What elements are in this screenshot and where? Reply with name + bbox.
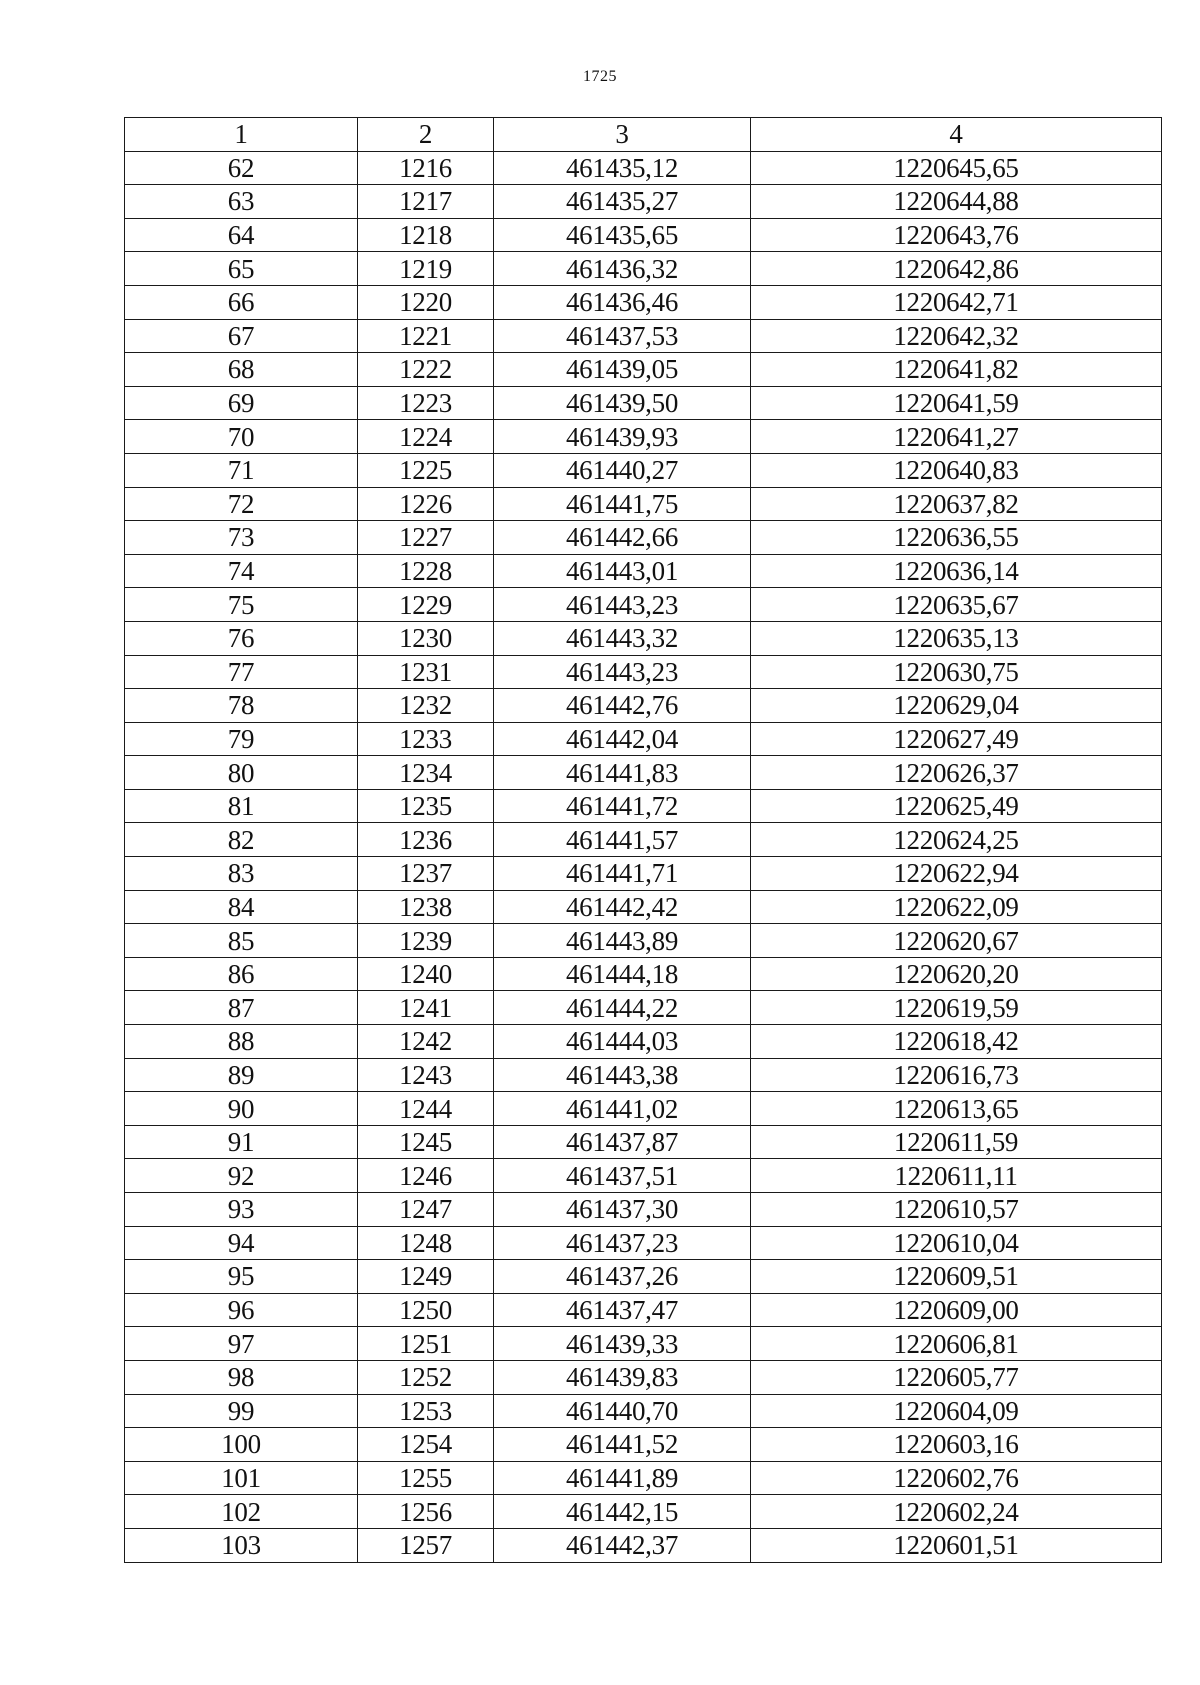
x-coordinate-cell: 461437,23 xyxy=(494,1226,751,1260)
table-row xyxy=(125,689,1162,723)
y-coordinate-cell: 1220605,77 xyxy=(751,1360,1162,1394)
x-coordinate-cell: 461441,83 xyxy=(494,756,751,790)
x-coordinate-cell: 461441,52 xyxy=(494,1428,751,1462)
vertex-id-cell: 1241 xyxy=(358,991,494,1025)
vertex-id-cell: 1222 xyxy=(358,353,494,387)
y-coordinate-cell: 1220644,88 xyxy=(751,185,1162,219)
vertex-id-cell: 1256 xyxy=(358,1495,494,1529)
point-number-cell: 80 xyxy=(125,756,358,790)
x-coordinate-cell: 461441,71 xyxy=(494,857,751,891)
y-coordinate-cell: 1220619,59 xyxy=(751,991,1162,1025)
x-coordinate-cell: 461443,23 xyxy=(494,655,751,689)
table-row xyxy=(125,1125,1162,1159)
x-coordinate-cell: 461443,38 xyxy=(494,1058,751,1092)
page-number: 1725 xyxy=(583,68,617,85)
vertex-id-cell: 1236 xyxy=(358,823,494,857)
point-number-cell: 77 xyxy=(125,655,358,689)
x-coordinate-cell: 461443,01 xyxy=(494,554,751,588)
table-row xyxy=(125,823,1162,857)
table-row xyxy=(125,1193,1162,1227)
y-coordinate-cell: 1220626,37 xyxy=(751,756,1162,790)
table-row xyxy=(125,554,1162,588)
table-row xyxy=(125,252,1162,286)
point-number-cell: 76 xyxy=(125,621,358,655)
table-row xyxy=(125,521,1162,555)
vertex-id-cell: 1244 xyxy=(358,1092,494,1126)
table-row xyxy=(125,218,1162,252)
y-coordinate-cell: 1220602,76 xyxy=(751,1461,1162,1495)
table-row xyxy=(125,655,1162,689)
x-coordinate-cell: 461444,18 xyxy=(494,957,751,991)
table-row xyxy=(125,151,1162,185)
y-coordinate-cell: 1220622,94 xyxy=(751,857,1162,891)
table-row xyxy=(125,1025,1162,1059)
table-row xyxy=(125,1327,1162,1361)
y-coordinate-cell: 1220622,09 xyxy=(751,890,1162,924)
table-row xyxy=(125,1428,1162,1462)
point-number-cell: 78 xyxy=(125,689,358,723)
vertex-id-cell: 1218 xyxy=(358,218,494,252)
y-coordinate-cell: 1220642,71 xyxy=(751,285,1162,319)
point-number-cell: 99 xyxy=(125,1394,358,1428)
vertex-id-cell: 1216 xyxy=(358,151,494,185)
table-row xyxy=(125,1092,1162,1126)
vertex-id-cell: 1230 xyxy=(358,621,494,655)
column-header-3: 3 xyxy=(494,118,751,152)
table-row xyxy=(125,386,1162,420)
point-number-cell: 102 xyxy=(125,1495,358,1529)
x-coordinate-cell: 461443,23 xyxy=(494,588,751,622)
table-row xyxy=(125,1260,1162,1294)
y-coordinate-cell: 1220602,24 xyxy=(751,1495,1162,1529)
x-coordinate-cell: 461436,46 xyxy=(494,285,751,319)
point-number-cell: 73 xyxy=(125,521,358,555)
vertex-id-cell: 1242 xyxy=(358,1025,494,1059)
x-coordinate-cell: 461442,04 xyxy=(494,722,751,756)
vertex-id-cell: 1226 xyxy=(358,487,494,521)
point-number-cell: 72 xyxy=(125,487,358,521)
x-coordinate-cell: 461444,03 xyxy=(494,1025,751,1059)
table-row xyxy=(125,924,1162,958)
y-coordinate-cell: 1220641,27 xyxy=(751,420,1162,454)
vertex-id-cell: 1252 xyxy=(358,1360,494,1394)
table-row xyxy=(125,1394,1162,1428)
point-number-cell: 96 xyxy=(125,1293,358,1327)
x-coordinate-cell: 461435,27 xyxy=(494,185,751,219)
vertex-id-cell: 1234 xyxy=(358,756,494,790)
vertex-id-cell: 1231 xyxy=(358,655,494,689)
y-coordinate-cell: 1220643,76 xyxy=(751,218,1162,252)
column-header-1: 1 xyxy=(125,118,358,152)
y-coordinate-cell: 1220641,59 xyxy=(751,386,1162,420)
table-row xyxy=(125,420,1162,454)
table-row xyxy=(125,453,1162,487)
y-coordinate-cell: 1220613,65 xyxy=(751,1092,1162,1126)
y-coordinate-cell: 1220641,82 xyxy=(751,353,1162,387)
x-coordinate-cell: 461441,57 xyxy=(494,823,751,857)
point-number-cell: 101 xyxy=(125,1461,358,1495)
y-coordinate-cell: 1220640,83 xyxy=(751,453,1162,487)
y-coordinate-cell: 1220630,75 xyxy=(751,655,1162,689)
x-coordinate-cell: 461439,50 xyxy=(494,386,751,420)
vertex-id-cell: 1233 xyxy=(358,722,494,756)
x-coordinate-cell: 461440,70 xyxy=(494,1394,751,1428)
y-coordinate-cell: 1220611,59 xyxy=(751,1125,1162,1159)
vertex-id-cell: 1221 xyxy=(358,319,494,353)
vertex-id-cell: 1240 xyxy=(358,957,494,991)
x-coordinate-cell: 461436,32 xyxy=(494,252,751,286)
point-number-cell: 71 xyxy=(125,453,358,487)
x-coordinate-cell: 461437,26 xyxy=(494,1260,751,1294)
vertex-id-cell: 1237 xyxy=(358,857,494,891)
point-number-cell: 88 xyxy=(125,1025,358,1059)
table-row xyxy=(125,890,1162,924)
vertex-id-cell: 1253 xyxy=(358,1394,494,1428)
table-row xyxy=(125,1058,1162,1092)
table-row xyxy=(125,353,1162,387)
table-row xyxy=(125,285,1162,319)
y-coordinate-cell: 1220636,55 xyxy=(751,521,1162,555)
point-number-cell: 94 xyxy=(125,1226,358,1260)
x-coordinate-cell: 461442,15 xyxy=(494,1495,751,1529)
y-coordinate-cell: 1220601,51 xyxy=(751,1528,1162,1562)
x-coordinate-cell: 461440,27 xyxy=(494,453,751,487)
point-number-cell: 83 xyxy=(125,857,358,891)
table-row xyxy=(125,588,1162,622)
y-coordinate-cell: 1220620,20 xyxy=(751,957,1162,991)
x-coordinate-cell: 461441,75 xyxy=(494,487,751,521)
x-coordinate-cell: 461435,12 xyxy=(494,151,751,185)
y-coordinate-cell: 1220636,14 xyxy=(751,554,1162,588)
point-number-cell: 82 xyxy=(125,823,358,857)
y-coordinate-cell: 1220616,73 xyxy=(751,1058,1162,1092)
x-coordinate-cell: 461444,22 xyxy=(494,991,751,1025)
vertex-id-cell: 1254 xyxy=(358,1428,494,1462)
y-coordinate-cell: 1220625,49 xyxy=(751,789,1162,823)
header-row xyxy=(125,118,1162,152)
x-coordinate-cell: 461441,72 xyxy=(494,789,751,823)
vertex-id-cell: 1255 xyxy=(358,1461,494,1495)
vertex-id-cell: 1217 xyxy=(358,185,494,219)
vertex-id-cell: 1239 xyxy=(358,924,494,958)
x-coordinate-cell: 461439,33 xyxy=(494,1327,751,1361)
y-coordinate-cell: 1220611,11 xyxy=(751,1159,1162,1193)
vertex-id-cell: 1257 xyxy=(358,1528,494,1562)
y-coordinate-cell: 1220637,82 xyxy=(751,487,1162,521)
vertex-id-cell: 1220 xyxy=(358,285,494,319)
point-number-cell: 98 xyxy=(125,1360,358,1394)
vertex-id-cell: 1219 xyxy=(358,252,494,286)
table-row xyxy=(125,1495,1162,1529)
table-row xyxy=(125,789,1162,823)
y-coordinate-cell: 1220606,81 xyxy=(751,1327,1162,1361)
point-number-cell: 91 xyxy=(125,1125,358,1159)
y-coordinate-cell: 1220624,25 xyxy=(751,823,1162,857)
y-coordinate-cell: 1220620,67 xyxy=(751,924,1162,958)
x-coordinate-cell: 461439,93 xyxy=(494,420,751,454)
table-row xyxy=(125,1461,1162,1495)
point-number-cell: 87 xyxy=(125,991,358,1025)
y-coordinate-cell: 1220635,67 xyxy=(751,588,1162,622)
x-coordinate-cell: 461442,66 xyxy=(494,521,751,555)
y-coordinate-cell: 1220635,13 xyxy=(751,621,1162,655)
coordinates-table xyxy=(124,117,1162,1563)
x-coordinate-cell: 461443,32 xyxy=(494,621,751,655)
point-number-cell: 75 xyxy=(125,588,358,622)
x-coordinate-cell: 461435,65 xyxy=(494,218,751,252)
column-header-4: 4 xyxy=(751,118,1162,152)
y-coordinate-cell: 1220610,04 xyxy=(751,1226,1162,1260)
point-number-cell: 90 xyxy=(125,1092,358,1126)
table-row xyxy=(125,185,1162,219)
point-number-cell: 65 xyxy=(125,252,358,286)
vertex-id-cell: 1229 xyxy=(358,588,494,622)
vertex-id-cell: 1245 xyxy=(358,1125,494,1159)
table-row xyxy=(125,621,1162,655)
point-number-cell: 85 xyxy=(125,924,358,958)
point-number-cell: 97 xyxy=(125,1327,358,1361)
y-coordinate-cell: 1220645,65 xyxy=(751,151,1162,185)
y-coordinate-cell: 1220627,49 xyxy=(751,722,1162,756)
point-number-cell: 86 xyxy=(125,957,358,991)
table-row xyxy=(125,1293,1162,1327)
x-coordinate-cell: 461437,30 xyxy=(494,1193,751,1227)
x-coordinate-cell: 461437,87 xyxy=(494,1125,751,1159)
vertex-id-cell: 1251 xyxy=(358,1327,494,1361)
vertex-id-cell: 1250 xyxy=(358,1293,494,1327)
column-header-2: 2 xyxy=(358,118,494,152)
vertex-id-cell: 1238 xyxy=(358,890,494,924)
vertex-id-cell: 1235 xyxy=(358,789,494,823)
point-number-cell: 62 xyxy=(125,151,358,185)
y-coordinate-cell: 1220610,57 xyxy=(751,1193,1162,1227)
table-row xyxy=(125,1528,1162,1562)
y-coordinate-cell: 1220629,04 xyxy=(751,689,1162,723)
x-coordinate-cell: 461439,05 xyxy=(494,353,751,387)
table-body xyxy=(125,151,1162,1562)
table-header xyxy=(125,118,1162,152)
table-row xyxy=(125,1226,1162,1260)
table-row xyxy=(125,1360,1162,1394)
table-row xyxy=(125,722,1162,756)
point-number-cell: 81 xyxy=(125,789,358,823)
vertex-id-cell: 1246 xyxy=(358,1159,494,1193)
x-coordinate-cell: 461437,51 xyxy=(494,1159,751,1193)
table-row xyxy=(125,756,1162,790)
point-number-cell: 103 xyxy=(125,1528,358,1562)
y-coordinate-cell: 1220604,09 xyxy=(751,1394,1162,1428)
vertex-id-cell: 1227 xyxy=(358,521,494,555)
y-coordinate-cell: 1220642,32 xyxy=(751,319,1162,353)
x-coordinate-cell: 461443,89 xyxy=(494,924,751,958)
point-number-cell: 63 xyxy=(125,185,358,219)
point-number-cell: 74 xyxy=(125,554,358,588)
point-number-cell: 92 xyxy=(125,1159,358,1193)
y-coordinate-cell: 1220609,51 xyxy=(751,1260,1162,1294)
x-coordinate-cell: 461442,76 xyxy=(494,689,751,723)
point-number-cell: 84 xyxy=(125,890,358,924)
vertex-id-cell: 1249 xyxy=(358,1260,494,1294)
point-number-cell: 66 xyxy=(125,285,358,319)
point-number-cell: 69 xyxy=(125,386,358,420)
y-coordinate-cell: 1220642,86 xyxy=(751,252,1162,286)
table-row xyxy=(125,319,1162,353)
x-coordinate-cell: 461437,47 xyxy=(494,1293,751,1327)
point-number-cell: 95 xyxy=(125,1260,358,1294)
point-number-cell: 67 xyxy=(125,319,358,353)
y-coordinate-cell: 1220609,00 xyxy=(751,1293,1162,1327)
vertex-id-cell: 1224 xyxy=(358,420,494,454)
table-row xyxy=(125,857,1162,891)
x-coordinate-cell: 461442,37 xyxy=(494,1528,751,1562)
point-number-cell: 100 xyxy=(125,1428,358,1462)
table-row xyxy=(125,1159,1162,1193)
point-number-cell: 64 xyxy=(125,218,358,252)
point-number-cell: 79 xyxy=(125,722,358,756)
x-coordinate-cell: 461442,42 xyxy=(494,890,751,924)
x-coordinate-cell: 461439,83 xyxy=(494,1360,751,1394)
vertex-id-cell: 1223 xyxy=(358,386,494,420)
x-coordinate-cell: 461437,53 xyxy=(494,319,751,353)
x-coordinate-cell: 461441,02 xyxy=(494,1092,751,1126)
point-number-cell: 93 xyxy=(125,1193,358,1227)
table-row xyxy=(125,957,1162,991)
vertex-id-cell: 1228 xyxy=(358,554,494,588)
vertex-id-cell: 1232 xyxy=(358,689,494,723)
y-coordinate-cell: 1220618,42 xyxy=(751,1025,1162,1059)
point-number-cell: 70 xyxy=(125,420,358,454)
vertex-id-cell: 1243 xyxy=(358,1058,494,1092)
vertex-id-cell: 1225 xyxy=(358,453,494,487)
x-coordinate-cell: 461441,89 xyxy=(494,1461,751,1495)
point-number-cell: 89 xyxy=(125,1058,358,1092)
table-row xyxy=(125,991,1162,1025)
y-coordinate-cell: 1220603,16 xyxy=(751,1428,1162,1462)
vertex-id-cell: 1247 xyxy=(358,1193,494,1227)
table-row xyxy=(125,487,1162,521)
vertex-id-cell: 1248 xyxy=(358,1226,494,1260)
point-number-cell: 68 xyxy=(125,353,358,387)
